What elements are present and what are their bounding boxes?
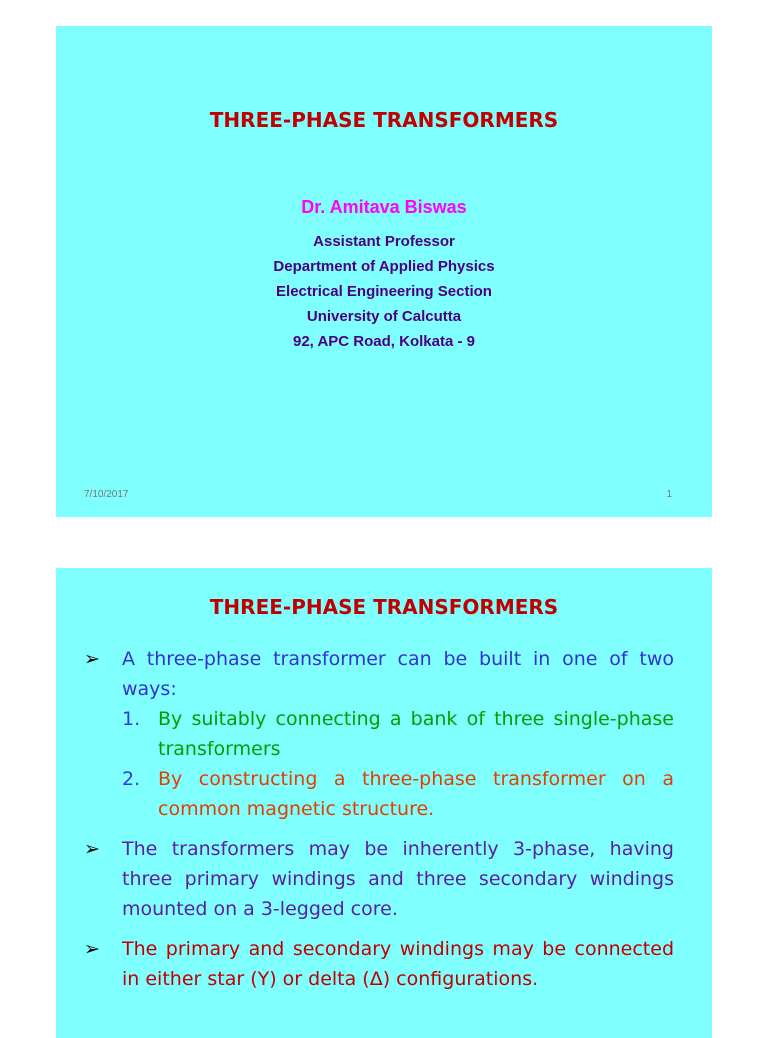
- bullet-arrow-icon: ➢: [84, 838, 100, 860]
- slide-date: 7/10/2017: [84, 489, 129, 500]
- affiliation-line: Department of Applied Physics: [273, 258, 495, 275]
- bullet-item: [84, 834, 674, 924]
- affiliation-line: Electrical Engineering Section: [276, 283, 492, 300]
- slide-2: [56, 568, 712, 1038]
- bullet-item: [84, 644, 674, 824]
- affiliation-block: [56, 229, 712, 354]
- sub-item-text: By constructing a three-phase transformer on a common magnetic structure.: [158, 768, 674, 820]
- bullet-text: The transformers may be inherently 3-phase, having three primary windings and three secondary windings mounted on a 3-legged core.: [122, 838, 674, 920]
- slide-1: [56, 26, 712, 517]
- sub-item: [122, 704, 674, 764]
- sub-item-number: 2.: [122, 768, 141, 790]
- affiliation-line: 92, APC Road, Kolkata - 9: [293, 333, 475, 350]
- slide-page-number: 1: [666, 489, 672, 500]
- slide-2-body: [84, 644, 674, 1004]
- bullet-arrow-icon: ➢: [84, 938, 100, 960]
- slide-2-title: THREE-PHASE TRANSFORMERS: [209, 595, 559, 619]
- bullet-text: The primary and secondary windings may be connected in either star (Y) or delta (Δ) configurations.: [122, 938, 674, 990]
- sub-item: [122, 764, 674, 824]
- affiliation-line: Assistant Professor: [313, 233, 455, 250]
- bullet-item: [84, 934, 674, 994]
- sub-item-number: 1.: [122, 708, 141, 730]
- slide-1-title: THREE-PHASE TRANSFORMERS: [209, 108, 559, 132]
- sub-item-text: By suitably connecting a bank of three single-phase transformers: [158, 708, 674, 760]
- author-name: Dr. Amitava Biswas: [301, 197, 467, 217]
- affiliation-line: University of Calcutta: [306, 308, 462, 325]
- bullet-text: A three-phase transformer can be built in one of two ways:: [122, 648, 674, 700]
- bullet-arrow-icon: ➢: [84, 648, 100, 670]
